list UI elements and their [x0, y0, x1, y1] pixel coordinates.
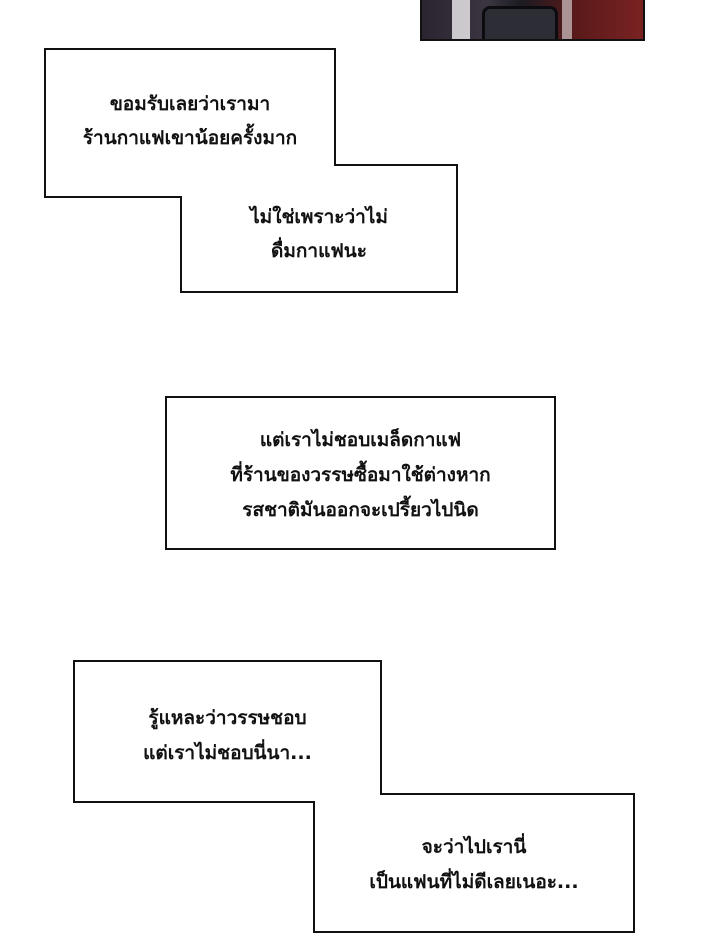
narration-5-line-1: จะว่าไปเรานี่: [421, 836, 527, 858]
narration-2-line-1: ไม่ใช่เพราะว่าไม่: [250, 206, 388, 228]
narration-3-line-3: รสชาติมันออกจะเปรี้ยวไปนิด: [242, 499, 479, 521]
narration-1-line-1: ขอมรับเลยว่าเรามา: [109, 93, 271, 115]
narration-4-line-2: แต่เราไม่ชอบนี่นา...: [143, 742, 312, 764]
narration-3-line-2: ที่ร้านของวรรษซื้อมาใช้ต่างหาก: [230, 464, 491, 486]
narration-3-line-1: แต่เราไม่ชอบเมล็ดกาแฟ: [259, 429, 462, 451]
narration-2-line-2: ดื่มกาแฟนะ: [271, 240, 367, 262]
narration-1-line-2: ร้านกาแฟเขาน้อยครั้งมาก: [82, 127, 298, 149]
narration-4-line-1: รู้แหละว่าวรรษชอบ: [148, 707, 307, 729]
narration-5-line-2: เป็นแฟนที่ไม่ดีเลยเนอะ...: [369, 871, 579, 893]
